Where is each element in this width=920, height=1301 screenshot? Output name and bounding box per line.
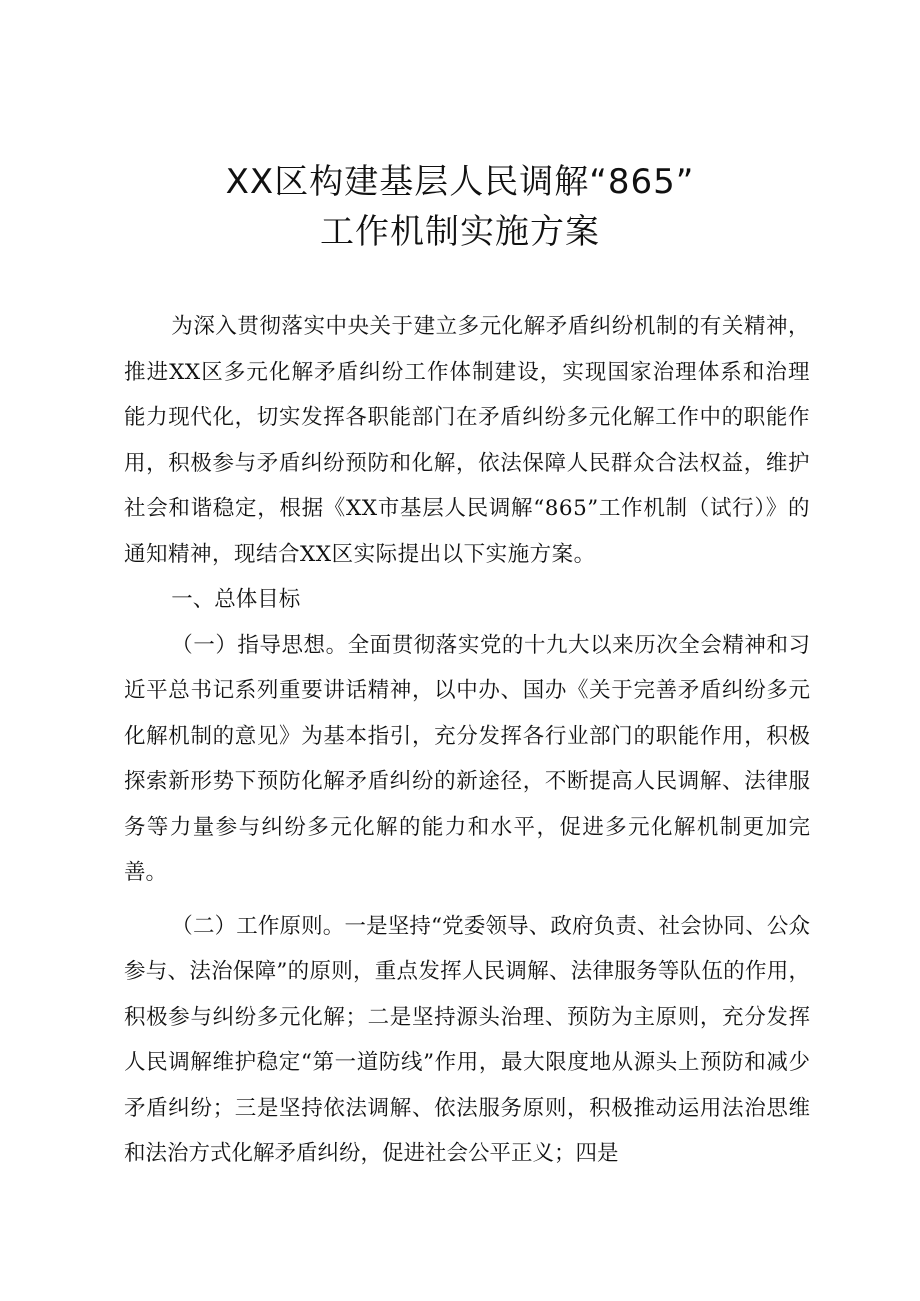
intro-paragraph: 为深入贯彻落实中央关于建立多元化解矛盾纠纷机制的有关精神，推进XX区多元化解矛盾纠纷工作体制建设，实现国家治理体系和治理能力现代化，切实发挥各职能部门在矛盾纠纷多元化解工作中的职能作用，积极参与矛盾纠纷预防和化解，依法保障人民群众合法权益，维护社会和谐稳定，根据《XX市基层人民调解“865”工作机制（试行）》的通知精神，现结合XX区实际提出以下实施方案。: [124, 314, 810, 567]
paragraph-guiding-ideology: （一）指导思想。全面贯彻落实党的十九大以来历次全会精神和习近平总书记系列重要讲话精神，以中办、国办《关于完善矛盾纠纷多元化解机制的意见》为基本指引，充分发挥各行业部门的职能作用，积极探索新形势下预防化解矛盾纠纷的新途径，不断提高人民调解、法律服务等力量参与纠纷多元化解的能力和水平，促进多元化解机制更加完善。: [124, 632, 810, 885]
document-title-line-1: XX区构建基层人民调解“865”: [225, 162, 695, 202]
document-body: [124, 304, 810, 1177]
section-heading-overall-goals: 一、总体目标: [171, 587, 301, 612]
document-title-line-2: 工作机制实施方案: [320, 212, 600, 252]
paragraph-working-principles: （二）工作原则。一是坚持“党委领导、政府负责、社会协同、公众参与、法治保障”的原则，重点发挥人民调解、法律服务等队伍的作用，积极参与纠纷多元化解；二是坚持源头治理、预防为主原则，充分发挥人民调解维护稳定“第一道防线”作用，最大限度地从源头上预防和减少矛盾纠纷；三是坚持依法调解、依法服务原则，积极推动运用法治思维和法治方式化解矛盾纠纷，促进社会公平正义；四是: [124, 913, 810, 1166]
